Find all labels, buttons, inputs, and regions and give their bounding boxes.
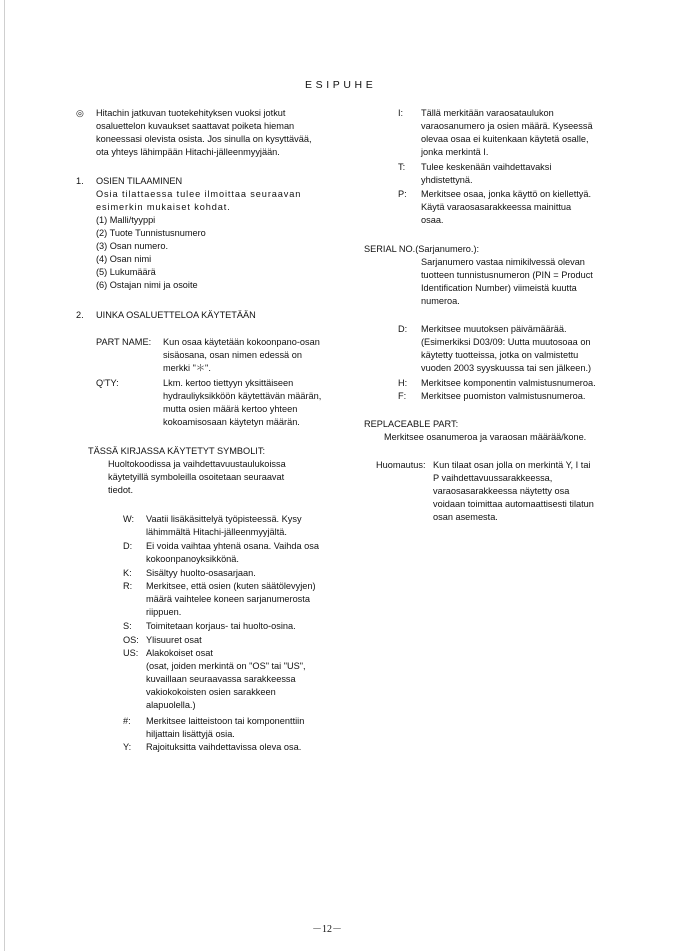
text-line: käytetty tuotteissa, jotka on valmistettu [421, 350, 579, 360]
list-item: (3) Osan numero. [96, 241, 168, 251]
symbol-description [146, 741, 301, 754]
text-line: kokoamisosaan käytetyn määrän. [163, 417, 300, 427]
symbol-code: Y: [123, 742, 132, 752]
symbol-description [146, 715, 304, 741]
text-line: Käytä varaosasarakkeessa mainittua [421, 202, 572, 212]
symbols-intro [108, 458, 286, 497]
text-line: yhdistettynä. [421, 175, 473, 185]
symbol-description [146, 513, 302, 539]
text-line: Toimitetaan korjaus- tai huolto-osina. [146, 621, 296, 631]
text-line: hiljattain lisättyjä osia. [146, 729, 235, 739]
symbol-description [146, 634, 202, 647]
page-title: ESIPUHE [305, 79, 377, 91]
text-line: alapuolella.) [146, 700, 196, 710]
symbol-code: T: [398, 162, 406, 172]
text-line: ota yhteys lähimpään Hitachi-jälleenmyyjään. [96, 147, 280, 157]
text-line: numeroa. [421, 296, 460, 306]
note-label: Huomautus: [376, 460, 426, 470]
text-line: Merkitsee laitteistoon tai komponenttiin [146, 716, 305, 726]
text-line: olevaa osaa ei kuitenkaan käytetä osalle, [421, 134, 589, 144]
symbol-code: P: [398, 189, 407, 199]
list-item: (4) Osan nimi [96, 254, 152, 264]
text-line: Kun tilaat osan jolla on merkintä Y, I tai [433, 460, 591, 470]
text-line: Rajoituksitta vaihdettavissa oleva osa. [146, 742, 302, 752]
text-line: Ylisuuret osat [146, 635, 202, 645]
text-line: Merkitsee osaa, jonka käyttö on kiellettyä. [421, 189, 592, 199]
symbol-code: D: [123, 541, 133, 551]
list-item: (6) Ostajan nimi ja osoite [96, 280, 198, 290]
page-number: －12－ [312, 924, 342, 935]
text-line: Sarjanumero vastaa nimikilvessä olevan [421, 257, 585, 267]
text-line: Identification Number) viimeistä kuutta [421, 283, 577, 293]
text-line: merkki "＊". [163, 363, 211, 373]
symbol-description [146, 540, 319, 566]
text-line: sisäosana, osan nimen edessä on [163, 350, 302, 360]
symbol-code: D: [398, 324, 408, 334]
definition-text [163, 336, 320, 375]
definition-term: Q'TY: [96, 378, 119, 388]
text-line: koneessasi olevista osista. Jos sinulla on kysyttävää, [96, 134, 312, 144]
text-line: P vaihdettavuussarakkeessa, [433, 473, 553, 483]
symbol-description [421, 188, 591, 227]
symbol-description [146, 620, 296, 633]
text-line: Kun osaa käytetään kokoonpano-osan [163, 337, 320, 347]
document-page [4, 0, 682, 951]
text-line: lähimmältä Hitachi-jälleenmyyjältä. [146, 527, 287, 537]
text-line: osaluettelon kuvaukset saattavat poiketa hieman [96, 121, 295, 131]
text-line: Huoltokoodissa ja vaihdettavuustaulukoissa [108, 459, 286, 469]
replaceable-description: Merkitsee osanumeroa ja varaosan määrää/kone. [384, 432, 587, 442]
text-line: Alakokoiset osat [146, 648, 213, 658]
list-item: (1) Malli/tyyppi [96, 215, 156, 225]
symbol-code: R: [123, 581, 133, 591]
text-line: esimerkin mukaiset kohdat. [96, 202, 231, 212]
text-line: osaa. [421, 215, 444, 225]
symbol-description [146, 580, 316, 619]
note-text [433, 459, 594, 524]
text-line: (osat, joiden merkintä on "OS" tai "US", [146, 661, 306, 671]
symbol-code: I: [398, 108, 404, 118]
text-line: varaosasarakkeessa näytetty osa [433, 486, 570, 496]
text-line: Lkm. kertoo tiettyyn yksittäiseen [163, 378, 294, 388]
text-line: kokoonpanoyksikkönä. [146, 554, 239, 564]
text-line: mutta osien määrä kertoo yhteen [163, 404, 298, 414]
text-line: riippuen. [146, 607, 182, 617]
text-line: voidaan toimittaa automaattisesti tilatun [433, 499, 594, 509]
text-line: Osia tilattaessa tulee ilmoittaa seuraavan [96, 189, 302, 199]
definition-text [163, 377, 321, 429]
symbols-heading: TÄSSÄ KIRJASSA KÄYTETYT SYMBOLIT: [88, 446, 265, 456]
text-line: vakiokokoisten osien sarakkeen [146, 687, 276, 697]
symbol-code: US: [123, 648, 139, 658]
section-ordering [96, 175, 301, 292]
symbol-description [421, 323, 591, 375]
text-line: Merkitsee, että osien (kuten säätölevyjen) [146, 581, 316, 591]
symbol-description [146, 647, 306, 712]
section-heading: OSIEN TILAAMINEN [96, 176, 183, 186]
definition-term: PART NAME: [96, 337, 152, 347]
symbol-description [421, 161, 551, 187]
text-line: (Esimerkiksi D03/09: Uutta muutosoaa on [421, 337, 591, 347]
symbol-code: F: [398, 391, 407, 401]
symbol-description: Merkitsee komponentin valmistusnumeroa. [421, 378, 596, 388]
text-line: määrä vaihtelee koneen sarjanumerosta [146, 594, 310, 604]
serial-heading: SERIAL NO.(Sarjanumero.): [364, 244, 480, 254]
text-line: Sisältyy huolto-osasarjaan. [146, 568, 256, 578]
symbol-description [421, 107, 593, 159]
symbol-code: OS: [123, 635, 139, 645]
text-line: vuoden 2003 syyskuussa tai sen jälkeen.) [421, 363, 592, 373]
section-heading: UINKA OSALUETTELOA KÄYTETÄÄN [96, 310, 256, 320]
intro-mark: ◎ [76, 108, 85, 118]
text-line: hydrauliyksikköön käytettävän määrän, [163, 391, 322, 401]
text-line: Merkitsee muutoksen päivämäärää. [421, 324, 567, 334]
replaceable-heading: REPLACEABLE PART: [364, 419, 459, 429]
text-line: käytetyillä symboleilla osoitetaan seuraavat [108, 472, 285, 482]
list-item: (2) Tuote Tunnistusnumero [96, 228, 206, 238]
symbol-code: S: [123, 621, 132, 631]
section-number: 2. [76, 310, 84, 320]
symbol-description [146, 567, 256, 580]
text-line: tuotteen tunnistusnumeron (PIN = Product [421, 270, 593, 280]
text-line: Ei voida vaihtaa yhtenä osana. Vaihda osa [146, 541, 319, 551]
text-line: Tällä merkitään varaosataulukon [421, 108, 554, 118]
symbol-code: K: [123, 568, 132, 578]
text-line: tiedot. [108, 485, 134, 495]
text-line: Hitachin jatkuvan tuotekehityksen vuoksi jotkut [96, 108, 286, 118]
text-line: Vaatii lisäkäsittelyä työpisteessä. Kysy [146, 514, 302, 524]
symbol-description: Merkitsee puomiston valmistusnumeroa. [421, 391, 586, 401]
symbol-code: W: [123, 514, 135, 524]
text-line: osan asemesta. [433, 512, 498, 522]
text-line: Tulee keskenään vaihdettavaksi [421, 162, 552, 172]
symbol-code: H: [398, 378, 408, 388]
serial-description [421, 256, 593, 308]
list-item: (5) Lukumäärä [96, 267, 156, 277]
text-line: jonka merkintä I. [421, 147, 489, 157]
text-line: varaosanumero ja osien määrä. Kyseessä [421, 121, 593, 131]
section-number: 1. [76, 176, 84, 186]
symbol-code: #: [123, 716, 131, 726]
intro-paragraph [96, 107, 312, 159]
text-line: kuvaillaan seuraavassa sarakkeessa [146, 674, 296, 684]
